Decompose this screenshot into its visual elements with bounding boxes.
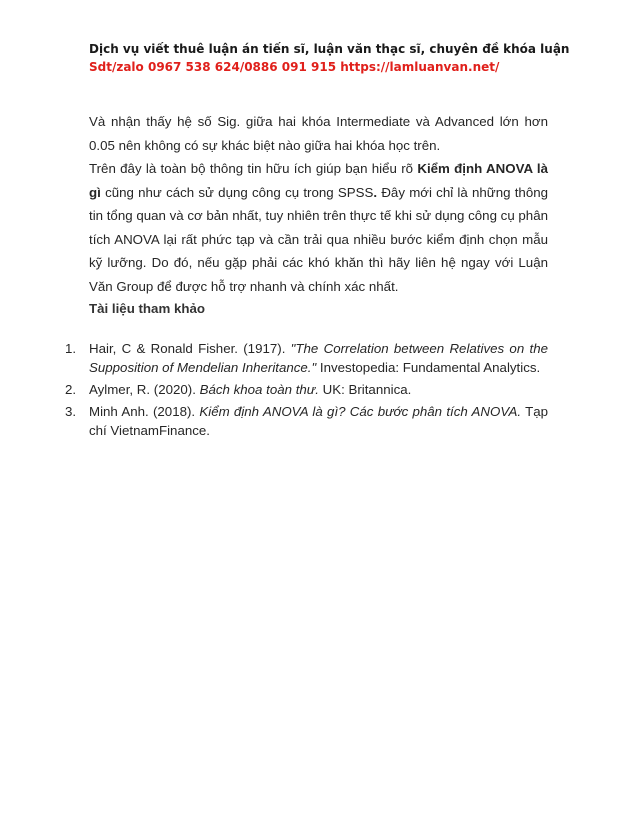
reference-source: Tạp chí VietnamFinance. (89, 404, 548, 438)
paragraph-summary (89, 157, 548, 298)
reference-number: 2. (65, 382, 77, 397)
reference-title: "The Correlation between Relatives on the Supposition of Mendelian Inheritance." (89, 341, 548, 375)
reference-author: Minh Anh. (2018). (89, 404, 200, 419)
summary-text-middle: cũng như cách sử dụng công cụ trong SPSS (100, 184, 374, 200)
reference-title: Kiểm định ANOVA là gì? Các bước phân tích ANOVA. (199, 404, 522, 419)
reference-number: 3. (65, 404, 77, 419)
header-title: Dịch vụ viết thuê luận án tiến sĩ, luận văn thạc sĩ, chuyên đề khóa luận (89, 42, 570, 56)
body-text (89, 110, 548, 320)
reference-item (65, 339, 548, 377)
paragraph-conclusion: Và nhận thấy hệ số Sig. giữa hai khóa Intermediate và Advanced lớn hơn 0.05 nên không có sự khác biệt nào giữa hai khóa học trên. (89, 114, 548, 153)
references-heading: Tài liệu tham khảo (89, 301, 206, 316)
reference-item (65, 380, 548, 399)
reference-author: Aylmer, R. (2020). (89, 382, 200, 397)
reference-author: Hair, C & Ronald Fisher. (1917). (89, 341, 291, 356)
reference-title: Bách khoa toàn thư. (199, 382, 319, 397)
reference-item (65, 402, 548, 440)
header-contact: Sdt/zalo 0967 538 624/0886 091 915 https://lamluanvan.net/ (89, 60, 500, 74)
summary-bold-term: Kiểm định ANOVA là gì (89, 161, 548, 200)
summary-text-end: Đây mới chỉ là những thông tin tổng quan và cơ bản nhất, tuy nhiên trên thực tế khi sử dụng công cụ phân tích ANOVA lại rất phức tạp và cần trải qua nhiều bước kiểm định chọn mẫu kỹ lưỡng. Do đó, nếu gặp phải các khó khăn thì hãy liên hệ ngay với Luận Văn Group để được hỗ trợ nhanh và chính xác nhất. (89, 184, 548, 294)
reference-text (89, 402, 548, 440)
references-list (65, 339, 548, 443)
reference-text (89, 380, 548, 399)
summary-text-start: Trên đây là toàn bộ thông tin hữu ích giúp bạn hiểu rõ (89, 161, 418, 176)
page-header (89, 40, 570, 76)
reference-number: 1. (65, 341, 77, 356)
reference-source: UK: Britannica. (318, 382, 412, 397)
summary-bold-period: . (373, 184, 378, 200)
reference-text (89, 339, 548, 377)
reference-source: Investopedia: Fundamental Analytics. (316, 360, 541, 375)
